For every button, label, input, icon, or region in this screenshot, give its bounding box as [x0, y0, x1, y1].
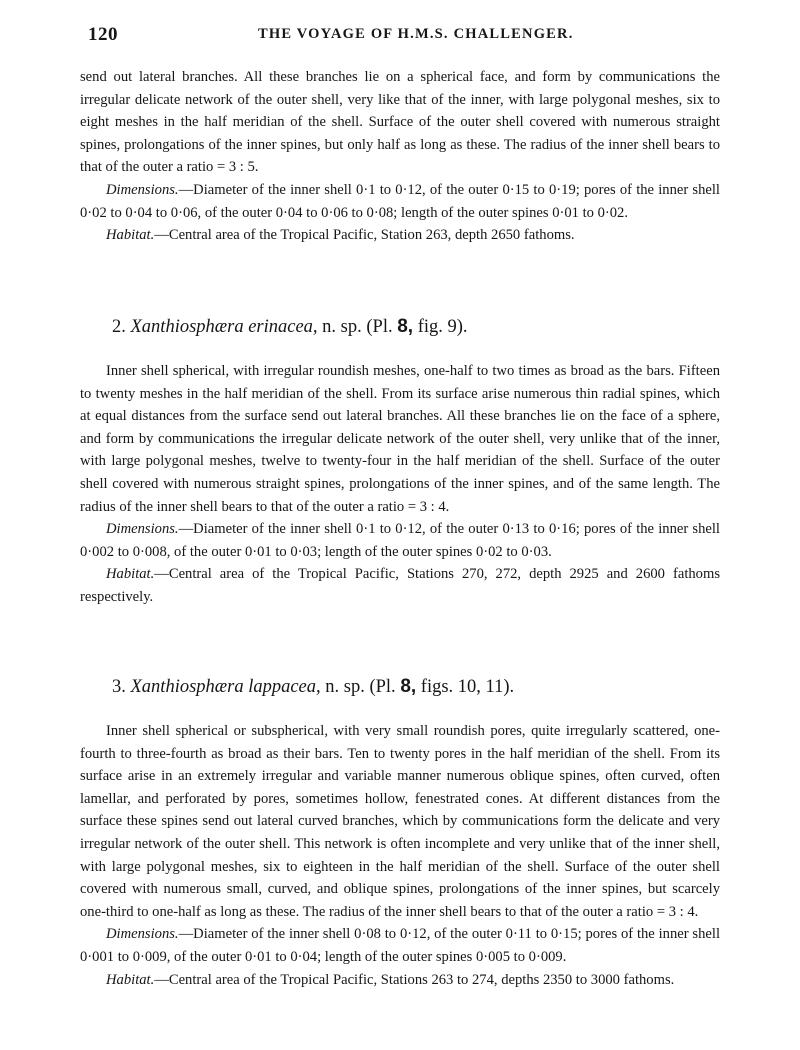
habitat-text: —Central area of the Tropical Pacific, Stations 270, 272, depth 2925 and 2600 fathoms respectively. — [80, 566, 720, 605]
species-habitat — [80, 563, 720, 608]
dimensions-text: —Diameter of the inner shell 0·08 to 0·12, of the outer 0·11 to 0·15; pores of the inner shell 0·001 to 0·009, of the outer 0·01 to 0·04; length of the outer spines 0·005 to 0·009. — [80, 926, 720, 965]
continuation-section — [80, 66, 720, 247]
species-section — [80, 360, 720, 609]
species-heading — [112, 676, 732, 698]
species-number: 3. — [112, 677, 126, 697]
species-dimensions — [80, 923, 720, 968]
plate-prefix: (Pl. — [366, 317, 393, 337]
species-heading — [112, 316, 732, 338]
species-name: Xanthiosphæra erinacea, — [130, 317, 318, 337]
species-authority: n. sp. — [325, 677, 365, 697]
dimensions-text: —Diameter of the inner shell 0·1 to 0·12, of the outer 0·15 to 0·19; pores of the inner shell 0·02 to 0·04 to 0·06, of the outer 0·04 to 0·06 to 0·08; length of the outer spines 0·01 to 0·02. — [80, 181, 720, 221]
page-number: 120 — [88, 24, 118, 45]
habitat-label: Habitat. — [106, 227, 155, 244]
continuation-dimensions — [80, 179, 720, 224]
species-description: Inner shell spherical or subspherical, with very small roundish pores, quite irregularly scattered, one-fourth to three-fourth as broad as their bars. Ten to twenty pores in the half meridian of the shell. From its surface arise in an extremely irregular and variable manner numerous oblique spines, often curved, often lamellar, and perforated by pores, sometimes hollow, fenestrated cones. At different distances from the surface these spines send out lateral curved branches, which by communications form the delicate and very irregular network of the outer shell. This network is often incomplete and very unlike that of the inner shell, with large polygonal meshes, six to eighteen in the half meridian of the shell. Surface of the outer shell covered with numerous small, curved, and oblique spines, prolongations of the inner spines, but scarcely one-third to one-half as long as these. The radius of the inner shell bears to that of the outer a ratio = 3 : 4. — [80, 723, 720, 920]
species-authority: n. sp. — [322, 317, 362, 337]
dimensions-label: Dimensions. — [106, 521, 179, 538]
plate-prefix: (Pl. — [369, 677, 396, 697]
species-dimensions — [80, 518, 720, 563]
figure-ref: figs. 10, 11). — [420, 677, 515, 697]
species-section — [80, 720, 720, 991]
species-habitat — [80, 969, 720, 992]
habitat-text: —Central area of the Tropical Pacific, Stations 263 to 274, depths 2350 to 3000 fathoms. — [154, 971, 675, 988]
dimensions-label: Dimensions. — [106, 926, 179, 943]
dimensions-text: —Diameter of the inner shell 0·1 to 0·12, of the outer 0·13 to 0·16; pores of the inner shell 0·002 to 0·008, of the outer 0·01 to 0·03; length of the outer spines 0·02 to 0·03. — [80, 521, 720, 560]
plate-number: 8, — [400, 676, 417, 697]
continuation-description: send out lateral branches. All these branches lie on a spherical face, and form by communications the irregular delicate network of the outer shell, very like that of the inner, with large polygonal meshes, six to eight meshes in the half meridian of the shell. Surface of the outer shell covered with numerous straight spines, prolongations of the inner spines, but only half as long as these. The radius of the inner shell bears to that of the outer a ratio = 3 : 5. — [80, 69, 720, 176]
continuation-habitat — [80, 224, 720, 247]
figure-ref: fig. 9). — [417, 317, 468, 337]
species-description: Inner shell spherical, with irregular roundish meshes, one-half to two times as broad as the bars. Fifteen to twenty meshes in the half meridian of the shell. From its surface arise numerous thin radial spines, which at equal distances from the surface send out lateral branches. All these branches lie on the face of a sphere, and form by communications the irregular delicate network of the outer shell, very unlike that of the inner, with large polygonal meshes, twelve to twenty-four in the half meridian of the shell. Surface of the outer shell covered with numerous straight spines, prolongations of the inner spines, and of the same length. The radius of the inner shell bears to that of the outer a ratio = 3 : 4. — [80, 363, 720, 515]
plate-number: 8, — [397, 316, 414, 337]
dimensions-label: Dimensions. — [106, 181, 179, 198]
species-name: Xanthiosphæra lappacea, — [130, 677, 321, 697]
running-title: THE VOYAGE OF H.M.S. CHALLENGER. — [258, 26, 574, 42]
habitat-text: —Central area of the Tropical Pacific, Station 263, depth 2650 fathoms. — [154, 227, 575, 244]
habitat-label: Habitat. — [106, 566, 155, 583]
species-number: 2. — [112, 317, 126, 337]
page-header — [0, 24, 800, 48]
habitat-label: Habitat. — [106, 971, 155, 988]
